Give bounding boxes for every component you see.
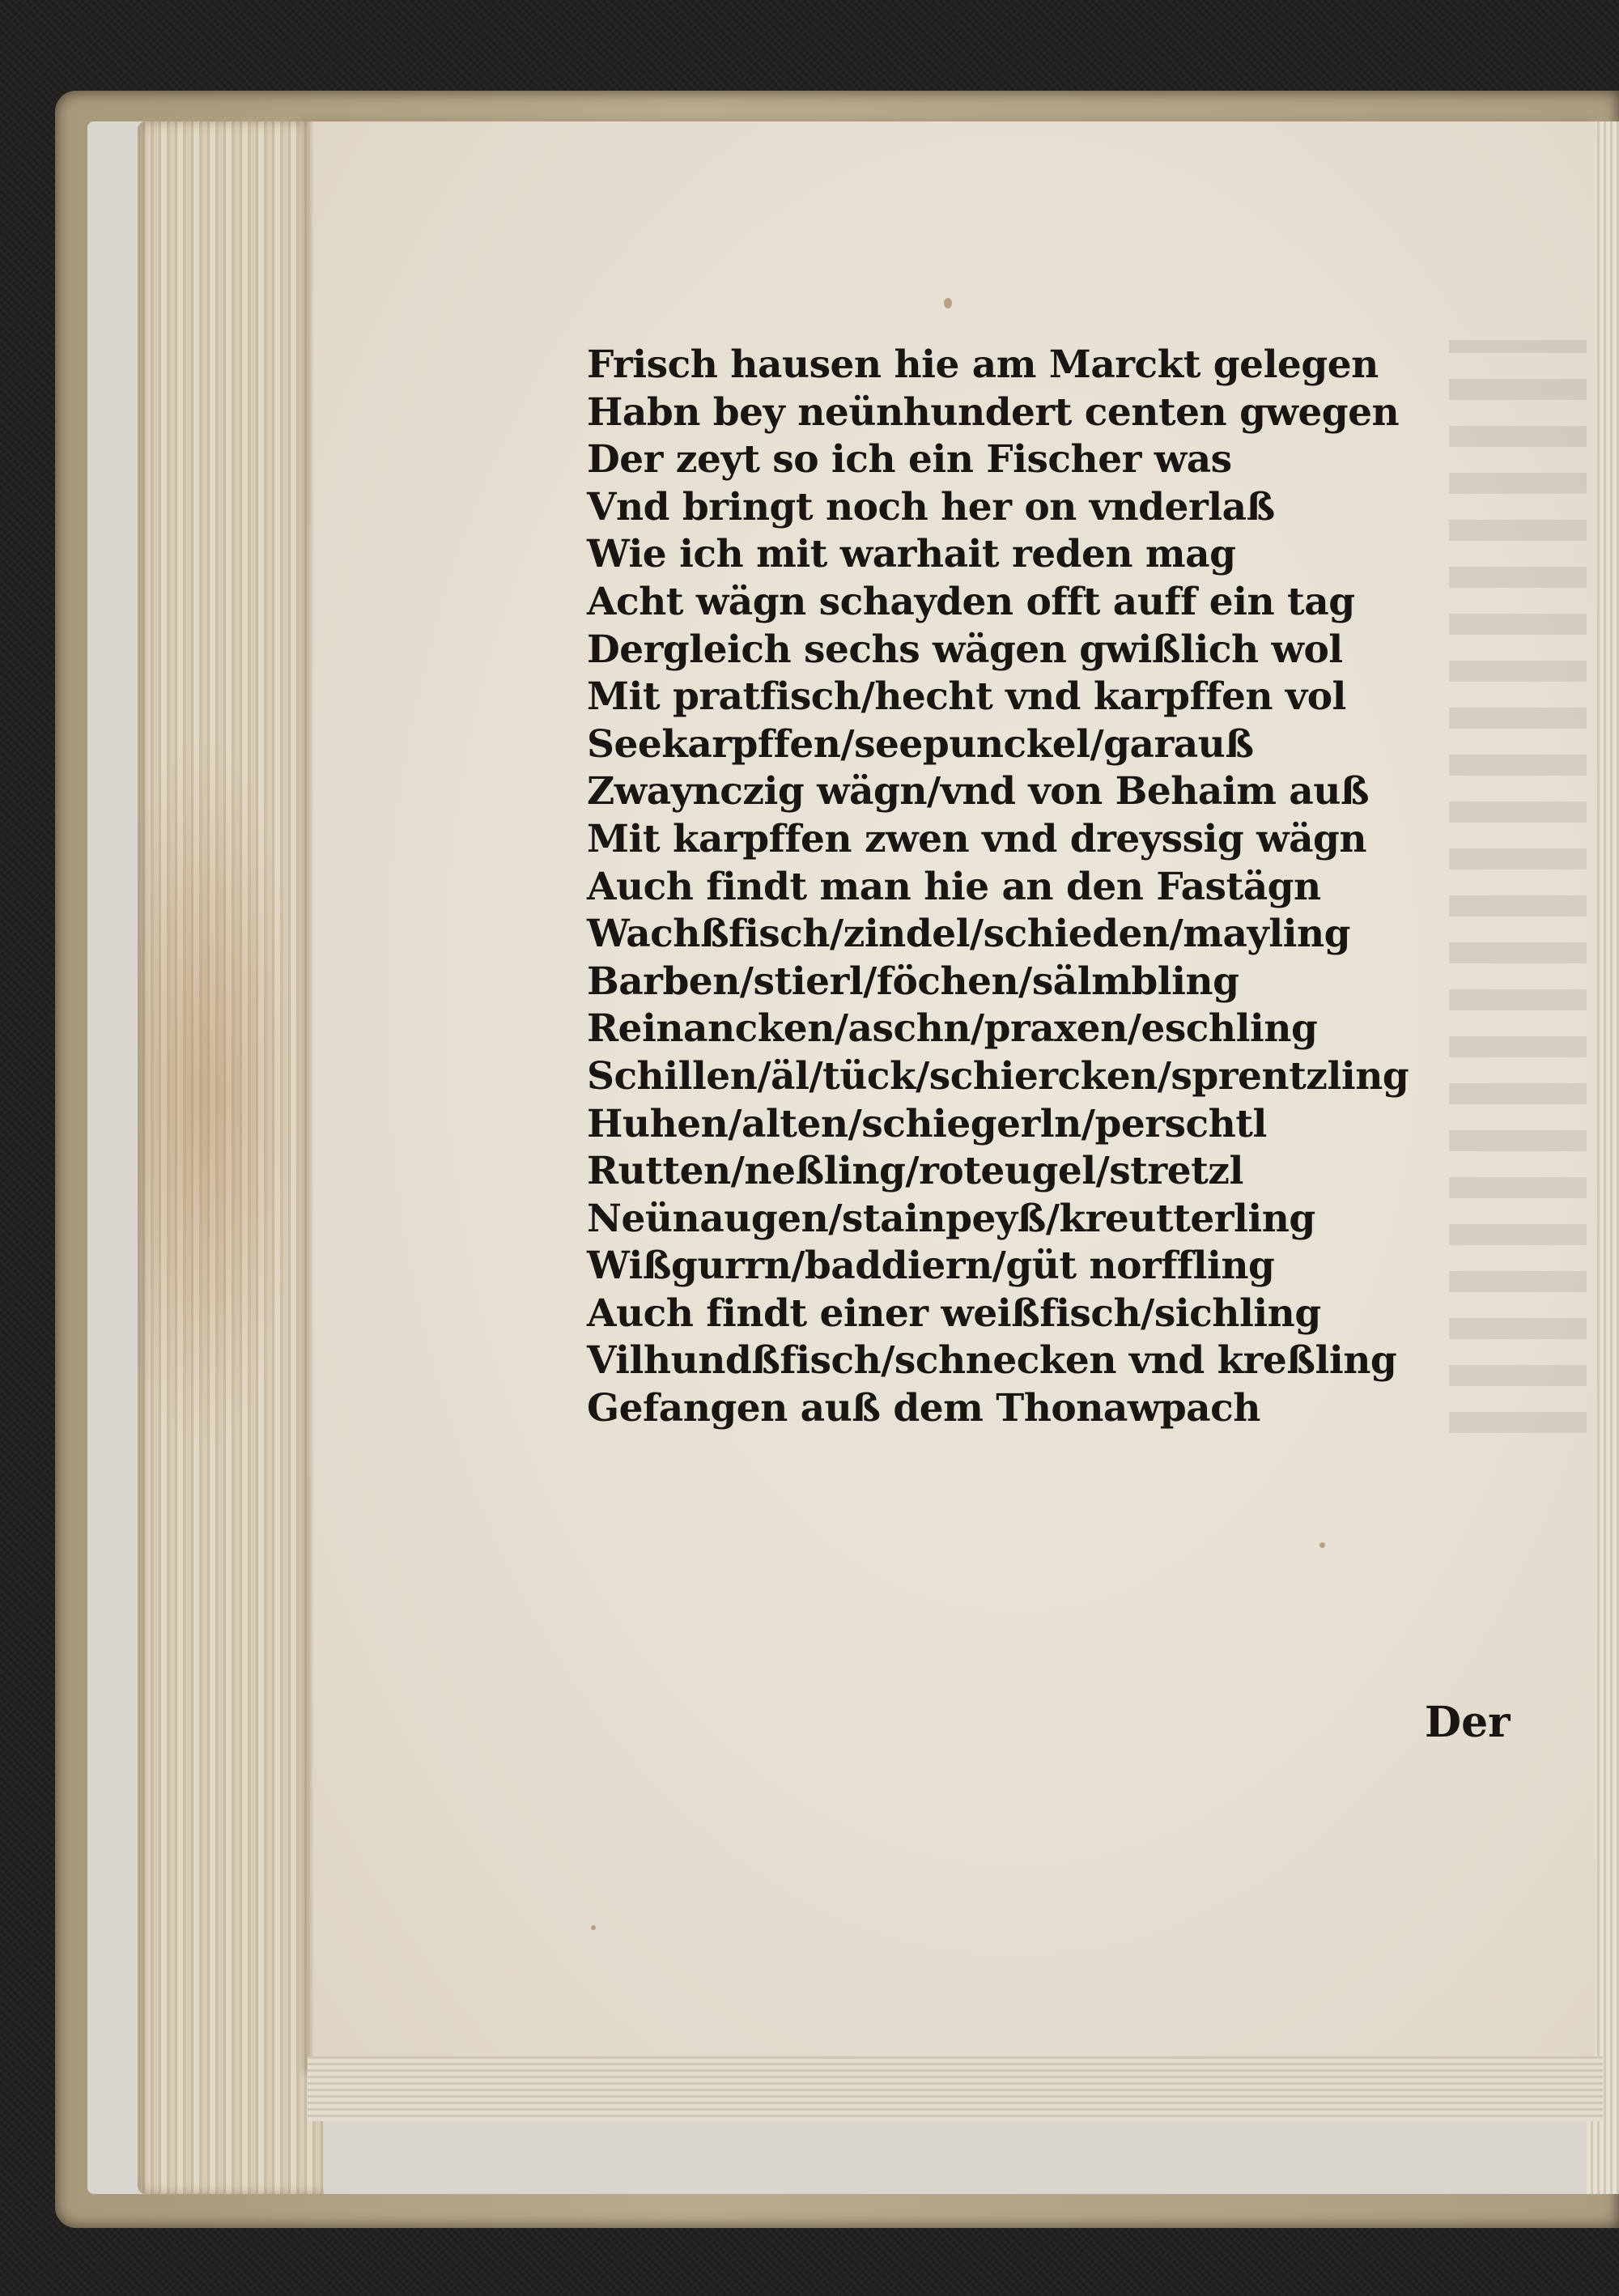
text-line: Auch findt man hie an den Fastägn <box>587 864 1321 909</box>
text-line: Mit karpffen zwen vnd dreyssig wägn <box>587 816 1367 861</box>
text-line: Reinancken/aschn/praxen/eschling <box>587 1006 1318 1052</box>
text-line: Barben/stierl/föchen/sälmbling <box>587 959 1239 1004</box>
text-line: Seekarpffen/seepunckel/garauß <box>587 721 1254 767</box>
text-line: Der zeyt so ich ein Fischer was <box>587 437 1232 483</box>
text-line: Schillen/äl/tück/schiercken/sprentzling <box>587 1053 1409 1099</box>
text-line: Huhen/alten/schiegerln/perschtl <box>587 1101 1267 1146</box>
catchword: Der <box>1425 1698 1511 1747</box>
text-line: Gefangen auß dem Thonawpach <box>587 1386 1260 1431</box>
text-line: Habn bey neünhundert centen gwegen <box>587 389 1400 435</box>
text-line: Wie ich mit warhait reden mag <box>587 532 1236 577</box>
page-bottom-edges <box>308 2056 1603 2121</box>
text-line: Frisch hausen hie am Marckt gelegen <box>587 342 1379 387</box>
text-line: Zwaynczig wägn/vnd von Behaim auß <box>587 769 1370 814</box>
page-text-lines <box>587 342 1518 1433</box>
text-line: Auch findt einer weißfisch/sichling <box>587 1290 1321 1336</box>
paper-speck <box>944 298 952 308</box>
gutter-shadow <box>308 121 314 2073</box>
water-stain <box>138 729 300 1457</box>
paper-speck <box>1319 1542 1325 1548</box>
text-line: Dergleich sechs wägen gwißlich wol <box>587 627 1343 672</box>
text-line: Rutten/neßling/roteugel/stretzl <box>587 1149 1243 1194</box>
text-line: Wißgurrn/baddiern/güt norffling <box>587 1244 1275 1289</box>
text-line: Acht wägn schayden offt auff ein tag <box>587 579 1355 624</box>
paper-speck <box>591 1925 596 1930</box>
text-line: Neünaugen/stainpeyß/kreutterling <box>587 1196 1315 1241</box>
text-line: Vilhundßfisch/schnecken vnd kreßling <box>587 1338 1397 1384</box>
text-line: Vnd bringt noch her on vnderlaß <box>587 484 1275 529</box>
text-line: Mit pratfisch/hecht vnd karpffen vol <box>587 674 1346 720</box>
text-line: Wachßfisch/zindel/schieden/mayling <box>587 912 1350 957</box>
